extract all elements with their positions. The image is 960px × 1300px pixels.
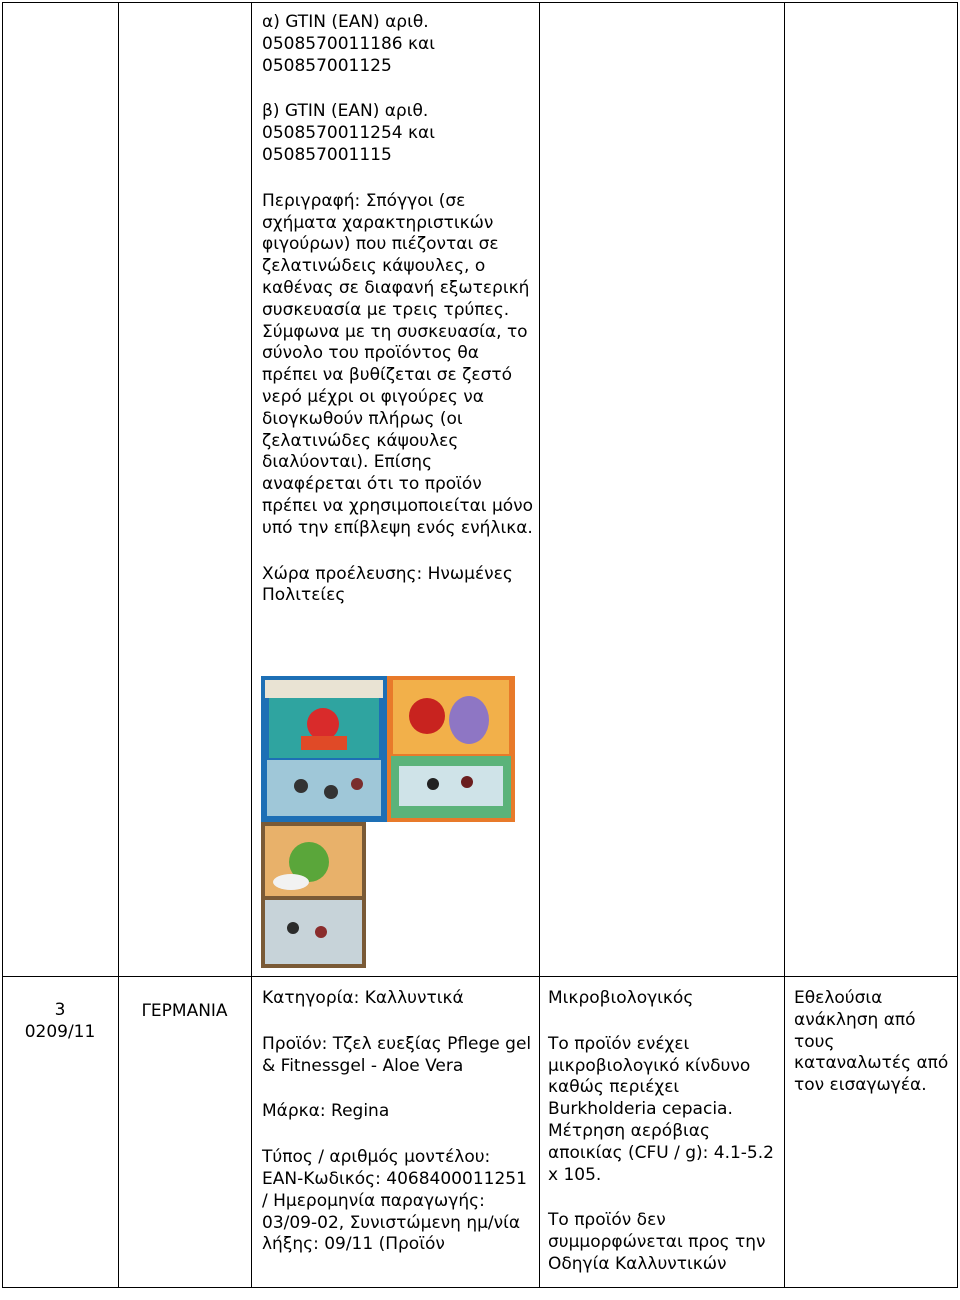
measures-cell	[794, 988, 954, 1121]
column-divider	[118, 2, 119, 1288]
column-divider	[251, 2, 252, 1288]
table-border-bottom	[2, 1287, 958, 1288]
risk-cell	[548, 988, 780, 1300]
product-cell	[262, 988, 534, 1280]
measures: Εθελούσια ανάκληση από τους καταναλωτές από τον εισαγωγέα.	[794, 988, 949, 1096]
product-photo	[261, 822, 366, 968]
entry-number-cell	[4, 1000, 116, 1044]
product-description: Περιγραφή: Σπόγγοι (σε σχήματα χαρακτηριστικών φιγούρων) που πιέζονται σε ζελατινώδεις κάψουλες, ο καθένας σε διαφανή εξωτερική συσκευασία με τρεις τρύπες. Σύμφωνα με τη συσκευασία, το σύνολο του προϊόντος θα πρέπει να βυθίζεται σε ζεστό νερό μέχρι οι φιγούρες να διογκωθούν πλήρως (οι ζελατινώδες κάψουλες διαλύονται). Επίσης αναφέρεται ότι το προϊόν πρέπει να χρησιμοποιείται μόνο υπό την επίβλεψη ενός ενήλικα.	[262, 190, 534, 538]
gtin-a: α) GTIN (EAN) αριθ. 0508570011186 και 050857001125	[262, 12, 435, 76]
product-photo	[387, 676, 515, 822]
category: Κατηγορία: Καλλυντικά	[262, 988, 464, 1008]
type-model: Τύπος / αριθμός μοντέλου: ΕΑΝ-Κωδικός: 4068400011251 / Ημερομηνία παραγωγής: 03/09-02, Συνιστώμενη ημ/νία λήξης: 09/11 (Προϊόν	[262, 1147, 527, 1255]
risk-description: Το προϊόν ενέχει μικροβιολογικό κίνδυνο καθώς περιέχει Burkholderia cepacia. Μέτρηση αερόβιας αποικίας (CFU / g): 4.1-5.2 x 105.	[548, 1033, 774, 1185]
product-info-cell	[262, 12, 534, 631]
column-divider	[539, 2, 540, 1288]
product-photo	[261, 676, 387, 822]
brand: Μάρκα: Regina	[262, 1101, 390, 1122]
table-border-right	[957, 2, 958, 1288]
entry-number: 3	[54, 1000, 66, 1020]
table-border-left	[2, 2, 3, 1288]
country-cell	[120, 1001, 249, 1023]
table-border-top	[2, 2, 958, 3]
entry-reference: 0209/11	[24, 1021, 96, 1042]
column-divider	[784, 2, 785, 1288]
product-name: Προϊόν: Τζελ ευεξίας Pflege gel & Fitnessgel - Aloe Vera	[262, 1033, 532, 1076]
country-of-origin: Χώρα προέλευσης: Ηνωμένες Πολιτείες	[262, 563, 513, 606]
gtin-b: β) GTIN (EAN) αριθ. 0508570011254 και 050857001115	[262, 101, 435, 165]
risk-type: Μικροβιολογικός	[548, 988, 694, 1008]
notifying-country: ΓΕΡΜΑΝΙΑ	[141, 1001, 228, 1021]
non-compliance: Το προϊόν δεν συμμορφώνεται προς την Οδηγία Καλλυντικών	[548, 1210, 766, 1274]
row-divider	[2, 976, 958, 977]
